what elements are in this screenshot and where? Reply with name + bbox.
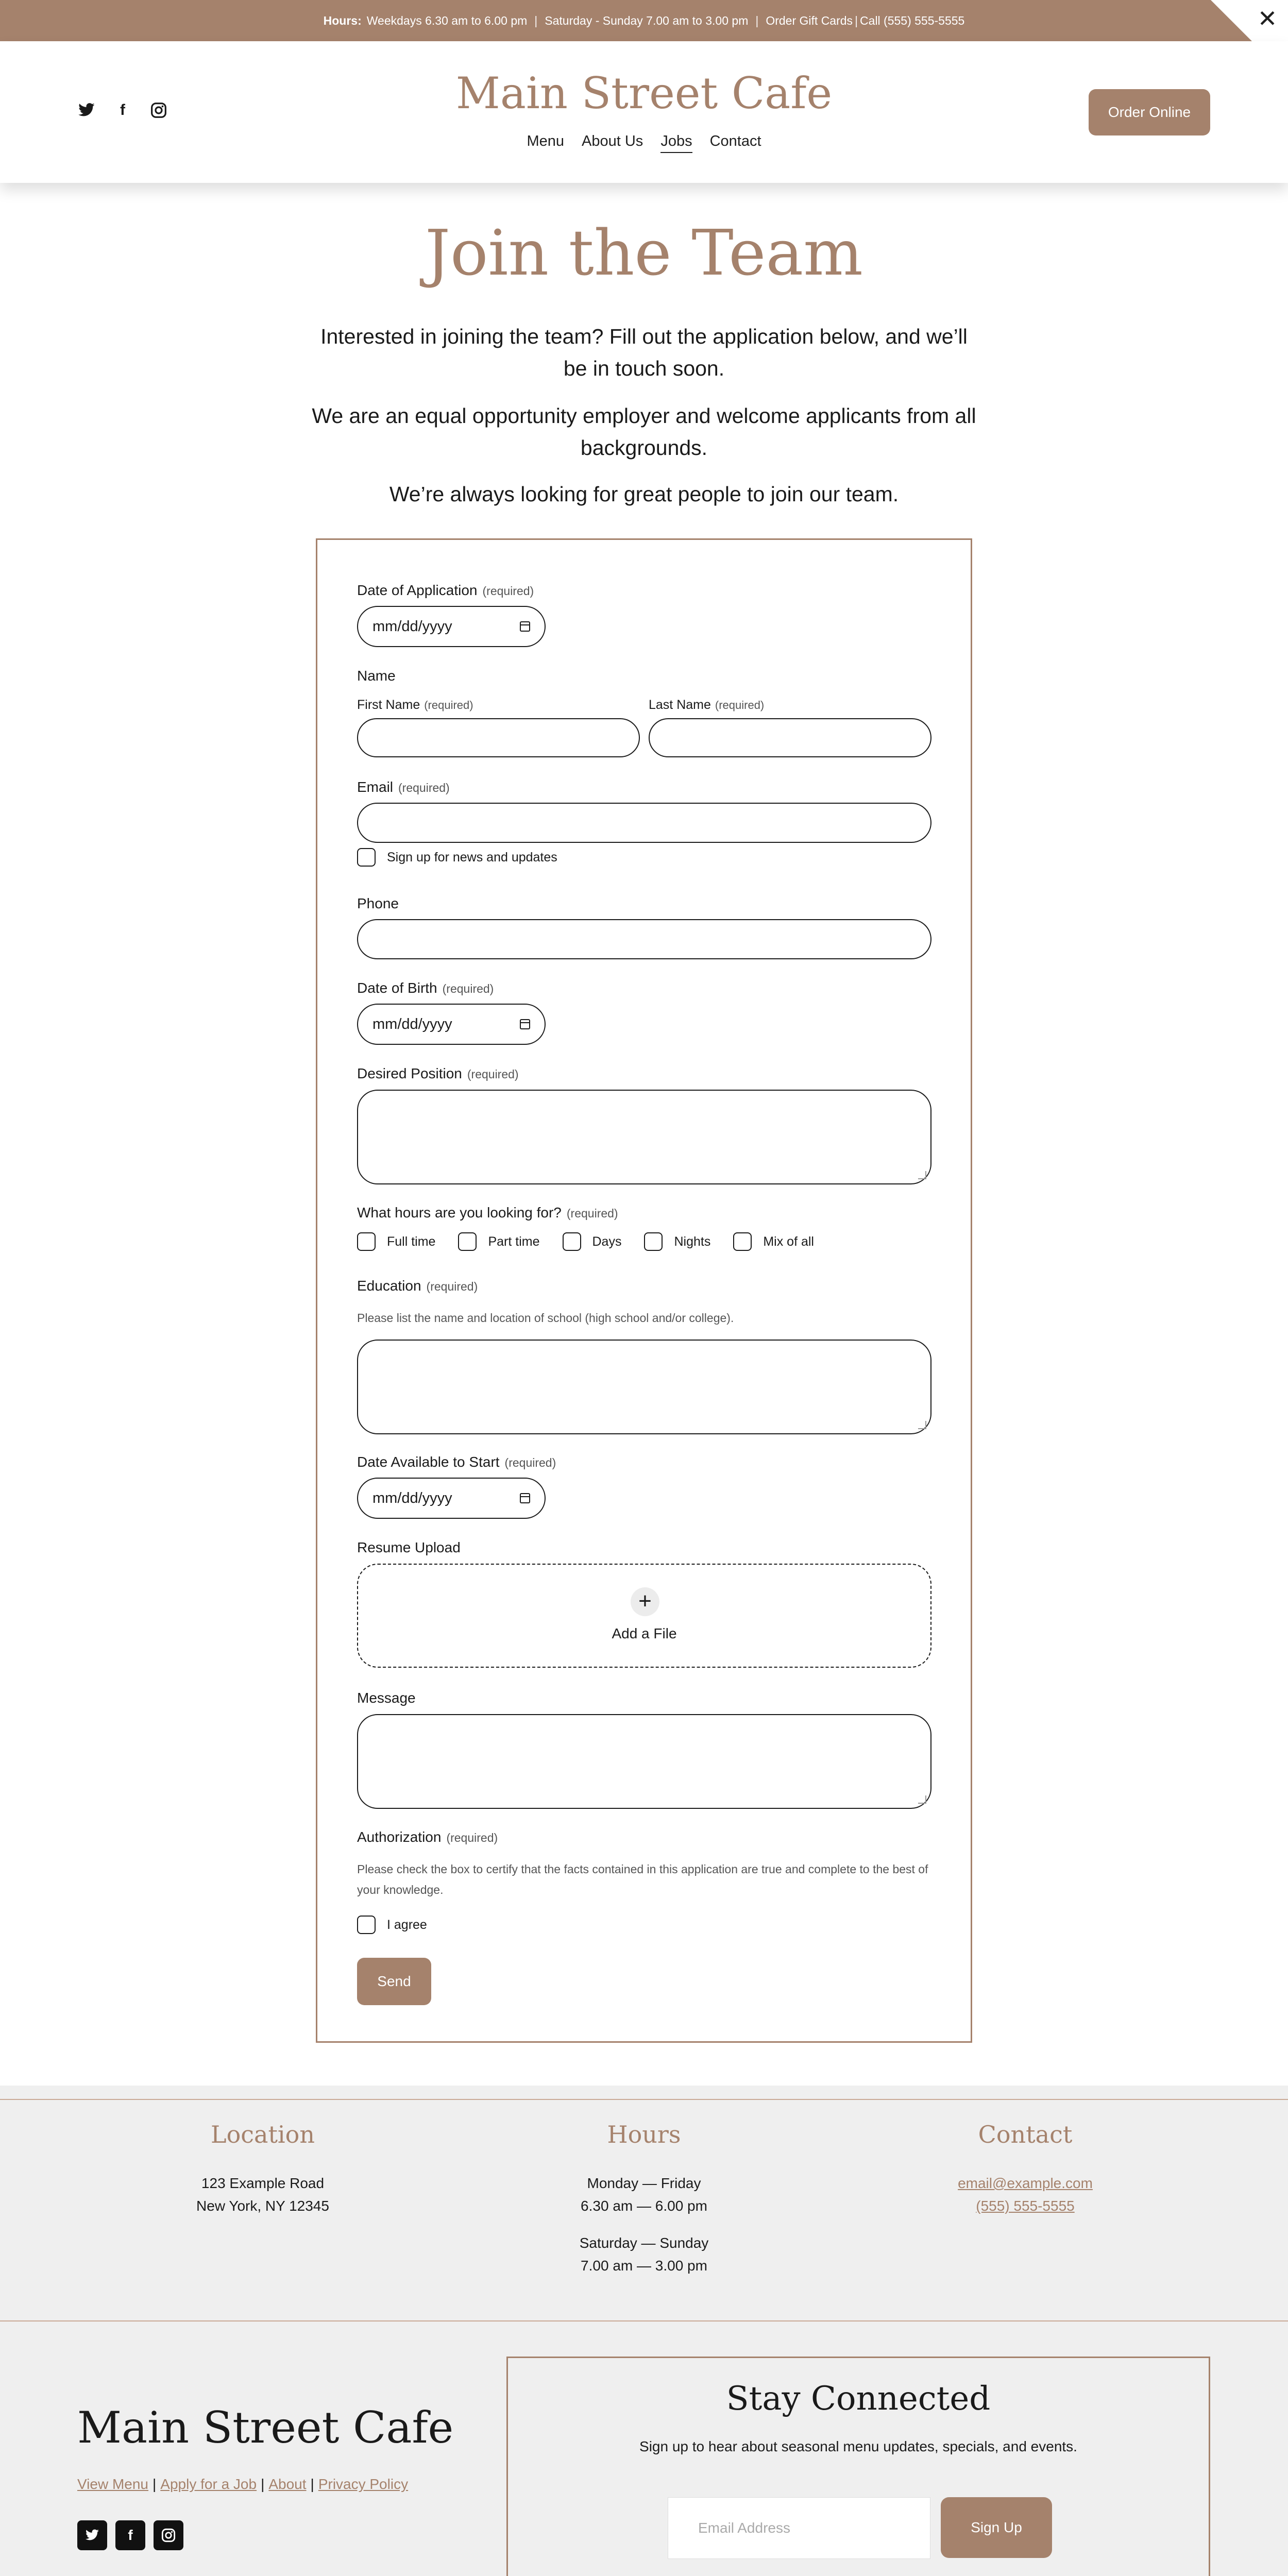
call-link[interactable]: Call (555) 555-5555 <box>860 13 965 27</box>
date-of-application-label: Date of Application (required) <box>357 582 534 598</box>
weekend-time: 7.00 am — 3.00 pm <box>581 2258 707 2274</box>
footer-link-apply[interactable]: Apply for a Job <box>160 2476 257 2492</box>
order-online-button[interactable]: Order Online <box>1089 89 1210 135</box>
divider <box>0 2099 1288 2100</box>
location-column <box>82 2121 443 2217</box>
last-name-input[interactable] <box>649 718 931 757</box>
resume-upload-dropzone[interactable] <box>357 1564 931 1668</box>
contact-column <box>845 2121 1206 2217</box>
facebook-icon[interactable]: f <box>115 2520 145 2550</box>
name-label: Name <box>357 668 396 684</box>
contact-title: Contact <box>978 2121 1073 2148</box>
hours-option-days[interactable]: Days <box>563 1232 622 1251</box>
nav-about[interactable]: About Us <box>582 133 643 149</box>
date-of-application-input[interactable]: mm/dd/yyyy <box>357 606 546 647</box>
education-hint: Please list the name and location of school (high school and/or college). <box>357 1311 734 1325</box>
intro-paragraph: Interested in joining the team? Fill out the application below, and we’ll be in touch soon. <box>320 325 968 380</box>
education-label: Education (required) <box>357 1278 478 1294</box>
weekend-hours: Saturday - Sunday 7.00 am to 3.00 pm <box>545 13 749 27</box>
newsletter-email-input[interactable]: Email Address <box>668 2497 930 2559</box>
hours-title: Hours <box>607 2121 681 2148</box>
address-line-1: 123 Example Road <box>201 2175 325 2191</box>
intro-paragraph: We’re always looking for great people to join our team. <box>389 482 899 506</box>
desired-position-textarea[interactable] <box>357 1090 931 1184</box>
sign-up-button[interactable]: Sign Up <box>941 2497 1052 2558</box>
footer-link-menu[interactable]: View Menu <box>77 2476 149 2492</box>
site-footer <box>0 2323 1288 2576</box>
weekday-time: 6.30 am — 6.00 pm <box>581 2198 707 2214</box>
weekend-label: Saturday — Sunday <box>579 2235 709 2251</box>
intro-paragraph: We are an equal opportunity employer and welcome applicants from all backgrounds. <box>312 404 976 460</box>
first-name-input[interactable] <box>357 718 640 757</box>
hours-option-mix[interactable]: Mix of all <box>733 1232 814 1251</box>
agree-checkbox[interactable] <box>357 1916 376 1934</box>
date-available-label: Date Available to Start (required) <box>357 1454 556 1470</box>
application-form <box>316 538 972 2043</box>
newsletter-title: Stay Connected <box>726 2380 991 2418</box>
footer-link-about[interactable]: About <box>268 2476 307 2492</box>
phone-label: Phone <box>357 895 399 911</box>
newsletter-checkbox[interactable] <box>357 848 376 867</box>
nav-jobs[interactable]: Jobs <box>660 133 692 153</box>
calendar-icon <box>520 621 530 632</box>
hours-label: Hours: <box>323 13 362 27</box>
footer-logo[interactable]: Main Street Cafe <box>77 2402 454 2453</box>
hours-question-label: What hours are you looking for? (required) <box>357 1205 618 1221</box>
date-of-birth-input[interactable]: mm/dd/yyyy <box>357 1004 546 1045</box>
contact-phone-link[interactable]: (555) 555-5555 <box>976 2198 1075 2214</box>
email-input[interactable] <box>357 803 931 843</box>
last-name-label: Last Name (required) <box>649 698 765 712</box>
announcement-bar <box>0 0 1288 41</box>
main-nav <box>0 133 1288 153</box>
calendar-icon <box>520 1493 530 1503</box>
separator: | <box>855 13 858 27</box>
site-header <box>0 41 1288 183</box>
footer-link-privacy[interactable]: Privacy Policy <box>318 2476 409 2492</box>
date-available-input[interactable]: mm/dd/yyyy <box>357 1478 546 1519</box>
site-logo[interactable]: Main Street Cafe <box>455 68 833 118</box>
hours-option-full-time[interactable]: Full time <box>357 1232 435 1251</box>
email-label: Email (required) <box>357 779 450 795</box>
newsletter-subtitle: Sign up to hear about seasonal menu updates, specials, and events. <box>639 2438 1077 2454</box>
contact-email-link[interactable]: email@example.com <box>958 2175 1093 2191</box>
twitter-icon[interactable] <box>77 2520 107 2550</box>
education-textarea[interactable] <box>357 1340 931 1434</box>
info-section <box>0 2086 1288 2323</box>
authorization-label: Authorization (required) <box>357 1829 498 1845</box>
send-button[interactable]: Send <box>357 1958 431 2005</box>
phone-input[interactable] <box>357 919 931 959</box>
hours-option-part-time[interactable]: Part time <box>458 1232 539 1251</box>
hours-options <box>357 1232 814 1251</box>
weekday-hours: Weekdays 6.30 am to 6.00 pm <box>366 13 528 27</box>
hours-column <box>464 2121 824 2277</box>
nav-menu[interactable]: Menu <box>527 133 565 149</box>
hours-option-nights[interactable]: Nights <box>644 1232 710 1251</box>
add-file-label[interactable]: Add a File <box>612 1625 677 1641</box>
close-icon[interactable]: ✕ <box>1257 5 1278 32</box>
newsletter-checkbox-row[interactable]: Sign up for news and updates <box>357 848 557 867</box>
separator: | <box>755 13 759 27</box>
desired-position-label: Desired Position (required) <box>357 1065 519 1081</box>
calendar-icon <box>520 1019 530 1029</box>
facebook-icon[interactable]: f <box>120 101 125 118</box>
nav-contact[interactable]: Contact <box>709 133 761 149</box>
first-name-label: First Name (required) <box>357 698 473 712</box>
instagram-icon[interactable] <box>154 2520 183 2550</box>
address-line-2: New York, NY 12345 <box>196 2198 329 2214</box>
divider <box>0 2320 1288 2321</box>
resume-upload-label: Resume Upload <box>357 1539 461 1555</box>
separator: | <box>534 13 538 27</box>
weekday-label: Monday — Friday <box>587 2175 701 2191</box>
message-label: Message <box>357 1690 416 1706</box>
page-title: Join the Team <box>425 216 863 290</box>
newsletter-box <box>506 2357 1210 2576</box>
footer-links: View Menu | Apply for a Job | About | Privacy Policy <box>77 2476 409 2492</box>
date-of-birth-label: Date of Birth (required) <box>357 980 494 996</box>
add-file-icon[interactable]: + <box>631 1587 659 1616</box>
footer-social <box>77 2520 183 2550</box>
location-title: Location <box>211 2121 315 2148</box>
agree-checkbox-row[interactable]: I agree <box>357 1916 427 1934</box>
authorization-hint: Please check the box to certify that the facts contained in this application are true and complete to the best of your knowledge. <box>357 1862 928 1896</box>
gift-cards-link[interactable]: Order Gift Cards <box>766 13 853 27</box>
message-textarea[interactable] <box>357 1714 931 1809</box>
